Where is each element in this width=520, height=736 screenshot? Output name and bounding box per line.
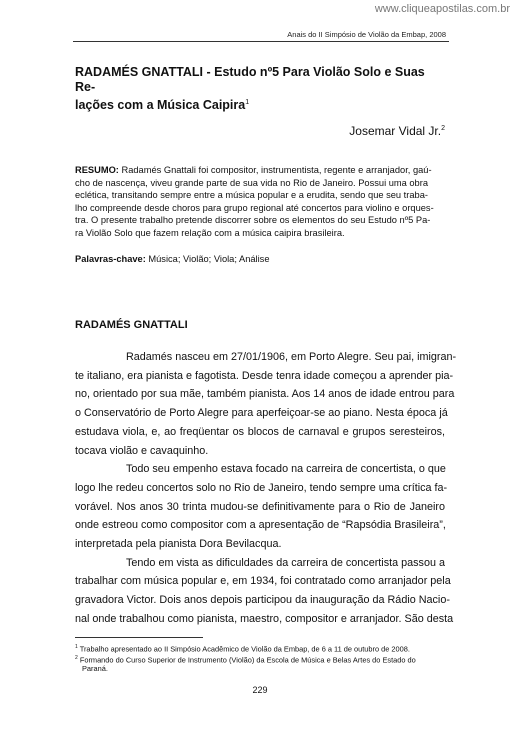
body-line: te italiano, era pianista e fagotista. Desde tenra idade começou a aprender pia- (75, 369, 454, 382)
body-line: gravadora Victor. Dois anos depois participou da inauguração da Rádio Nacio- (75, 594, 450, 607)
author (349, 124, 445, 138)
author-footnote-ref[interactable]: 2 (441, 125, 445, 132)
footnote-2-ref: 2 (75, 654, 78, 661)
abstract-line: lho compreende desde choros para grupo regional até concertos para violino e orques- (75, 202, 434, 213)
keywords-label: Palavras-chave: (75, 254, 146, 264)
abstract-line: eclética, transitando sempre entre a música popular e a erudita, sendo que seu traba- (75, 190, 428, 200)
body-line: onde estreou como compositor com a apresentação de “Rapsódia Brasileira”, (75, 519, 446, 532)
abstract-label: RESUMO: (75, 165, 119, 175)
body-line: no, orientado por sua mãe, também pianista. Aos 14 anos de idade entrou para (75, 388, 455, 401)
footnote-2-continuation: Paraná. (82, 664, 108, 674)
footnote-1 (75, 643, 455, 654)
body-line: estudava viola, e, ao freqüentar os blocos de carnaval e grupos seresteiros, (75, 425, 445, 438)
author-name: Josemar Vidal Jr. (349, 124, 442, 138)
footnote-rule (75, 637, 203, 638)
abstract-text: Radamés Gnattali foi compositor, instrumentista, regente e arranjador, gaú- (118, 165, 432, 175)
footnote-1-text: Trabalho apresentado ao II Simpósio Acadêmico de Violão da Embap, de 6 a 11 de outubro de 2008. (77, 644, 410, 654)
body-line: interpretada pela pianista Dora Bevilacqua. (75, 538, 282, 551)
watermark: www.cliqueapostilas.com.br (374, 3, 510, 15)
title-footnote-ref[interactable]: 1 (245, 99, 250, 106)
page-number: 229 (252, 685, 268, 695)
abstract-line: ra Violão Solo que fazem relação com a música caipira brasileira. (75, 227, 345, 238)
title-line-1: RADAMÉS GNATTALI - Estudo nº5 Para Violão Solo e Suas Re- (75, 65, 425, 94)
running-head: Anais do II Simpósio de Violão da Embap, 2008 (287, 30, 446, 39)
body-line: logo lhe redeu concertos solo no Rio de Janeiro, tendo sempre uma crítica fa- (75, 481, 448, 494)
header-rule (73, 41, 449, 42)
paper-title (75, 65, 445, 113)
body-line: nal onde trabalhou como pianista, maestro, compositor e arranjador. São desta (75, 612, 454, 625)
keywords-text: Música; Violão; Viola; Análise (145, 254, 270, 264)
body-line: o Conservatório de Porto Alegre para aperfeiçoar-se ao piano. Nesta época já (75, 407, 448, 420)
title-line-2: lações com a Música Caipira (75, 98, 246, 113)
abstract-line: tra. O presente trabalho pretende discorrer sobre os elementos do seu Estudo nº5 Pa- (75, 215, 431, 225)
body-line: tocava violão e cavaquinho. (75, 444, 209, 457)
body-line: trabalhar com música popular e, em 1934, foi contratado como arranjador pela (75, 575, 451, 588)
body-line: Todo seu empenho estava focado na carreira de concertista, o que (126, 463, 446, 476)
keywords (75, 254, 270, 264)
body-line: Tendo em vista as dificuldades da carreira de concertista passou a (126, 556, 445, 569)
footnotes (75, 643, 455, 674)
footnote-2 (75, 654, 455, 665)
abstract-line: cho de nascença, viveu grande parte de sua vida no Rio de Janeiro. Possui uma obra (75, 177, 428, 188)
abstract (75, 164, 445, 239)
abstract-line (75, 164, 445, 177)
body-line: vorável. Nos anos 30 trinta mudou-se definitivamente para o Rio de Janeiro (75, 500, 445, 513)
section-heading: RADAMÉS GNATTALI (75, 319, 188, 331)
body-line: Radamés nasceu em 27/01/1906, em Porto Alegre. Seu pai, imigran- (126, 351, 457, 363)
body-text (75, 348, 457, 629)
footnote-1-ref: 1 (75, 644, 78, 650)
footnote-2-text: Formando do Curso Superior de Instrumento (Violão) da Escola de Música e Belas Artes do Estado do (77, 655, 416, 665)
